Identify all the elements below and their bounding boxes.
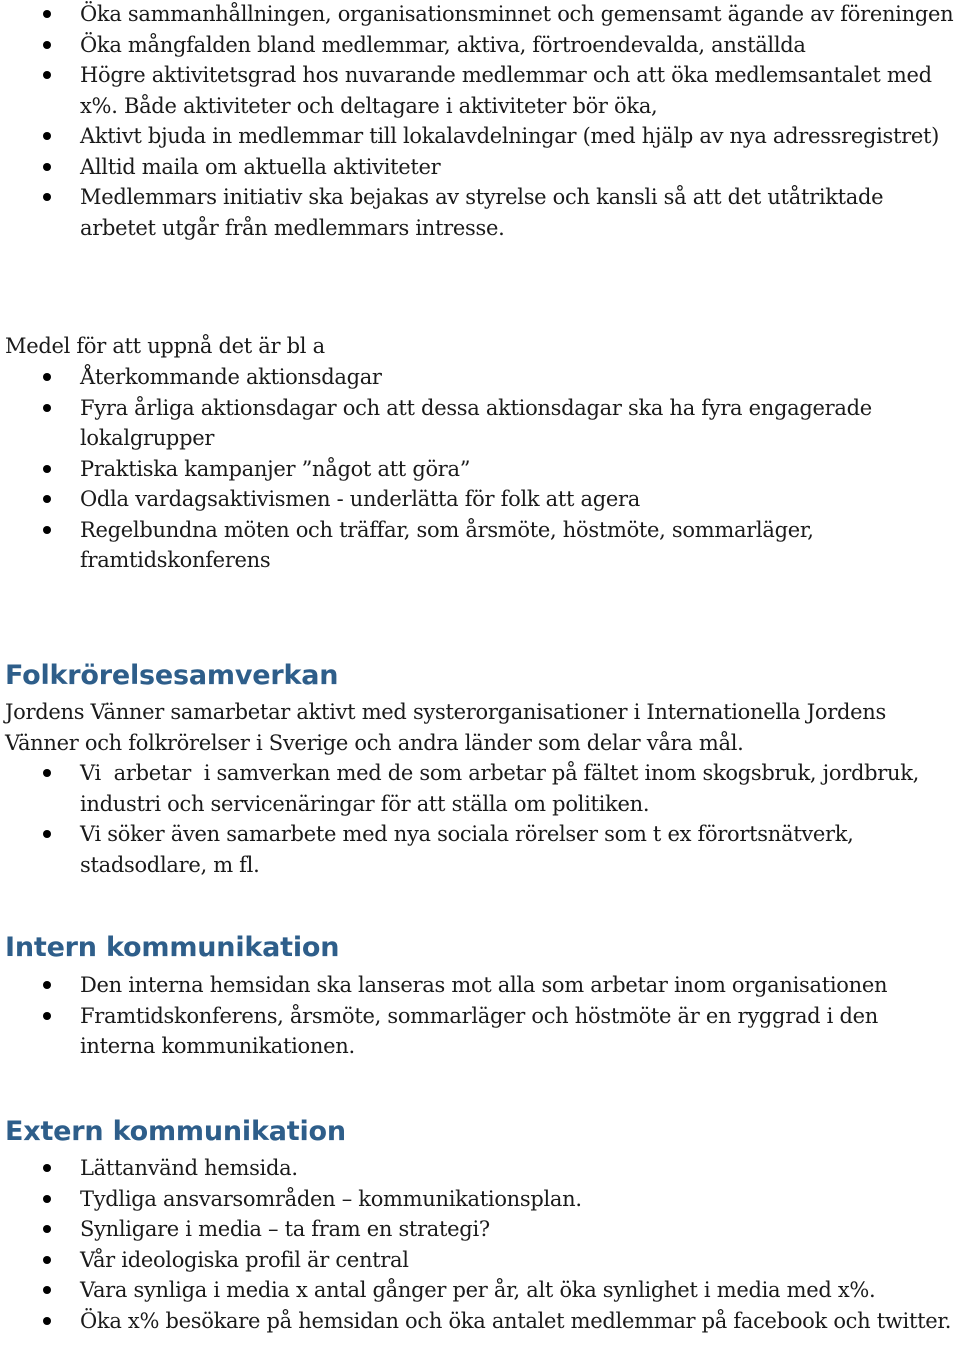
list-item [0,152,960,183]
folkrorelse-heading: Folkrörelsesamverkan [5,660,339,691]
list-item-text: Vår ideologiska profil är central [80,1247,409,1272]
bullet-icon [43,981,51,989]
list-item [0,1001,960,1062]
list-item [0,60,960,121]
bullet-icon [43,769,51,777]
list-item [0,1245,960,1276]
list-item [0,0,960,30]
list-item-text: Medlemmars initiativ ska bejakas av styrelse och kansli så att det utåtriktade arbetet utgår från medlemmars intresse. [80,185,884,240]
bullet-icon [43,1317,51,1325]
bullet-icon [43,1195,51,1203]
list-item [0,30,960,61]
medel-intro-text: Medel för att uppnå det är bl a [5,334,325,358]
intern-list [0,970,960,1062]
list-item [0,393,960,454]
list-item-text: Högre aktivitetsgrad hos nuvarande medlemmar och att öka medlemsantalet med x%. Både aktiviteter och deltagare i aktiviteter bör öka, [80,63,932,118]
extern-heading: Extern kommunikation [5,1116,346,1147]
list-item-text: Framtidskonferens, årsmöte, sommarläger och höstmöte är en ryggrad i den interna kommunikationen. [80,1003,878,1058]
list-item [0,182,960,243]
bullet-icon [43,1164,51,1172]
list-item-text: Öka sammanhållningen, organisationsminnet och gemensamt ägande av föreningen [80,2,954,26]
list-item [0,758,960,819]
bullet-icon [43,495,51,503]
bullet-icon [43,1256,51,1264]
bullet-icon [43,1286,51,1294]
list-item [0,1306,960,1337]
list-item-text: Synligare i media – ta fram en strategi? [80,1217,490,1241]
bullet-icon [43,10,51,18]
bullet-icon [43,163,51,171]
bullet-icon [43,1225,51,1233]
list-item-text: Tydliga ansvarsområden – kommunikationsplan. [80,1186,582,1211]
list-item [0,515,960,576]
list-item-text: Vi arbetar i samverkan med de som arbetar på fältet inom skogsbruk, jordbruk, industri och servicenäringar för att ställa om politiken. [80,761,926,816]
bullet-icon [43,1012,51,1020]
intern-heading: Intern kommunikation [5,932,340,963]
list-item [0,121,960,152]
list-item [0,819,960,880]
list-item [0,454,960,485]
folkrorelse-paragraph: Jordens Vänner samarbetar aktivt med systerorganisationer i Internationella Jordens Vänner och folkrörelser i Sverige och andra länder som delar våra mål. [5,700,886,755]
list-item-text: Regelbundna möten och träffar, som årsmöte, höstmöte, sommarläger, framtidskonferens [80,517,814,572]
list-item [0,1153,960,1184]
list-item-text: Den interna hemsidan ska lanseras mot alla som arbetar inom organisationen [80,973,888,997]
list-item-text: Öka mångfalden bland medlemmar, aktiva, förtroendevalda, anställda [80,32,806,57]
list-item-text: Fyra årliga aktionsdagar och att dessa aktionsdagar ska ha fyra engagerade lokalgrupper [80,395,872,450]
list-item-text: Vara synliga i media x antal gånger per år, alt öka synlighet i media med x%. [80,1278,876,1302]
bullet-icon [43,373,51,381]
list-item-text: Alltid maila om aktuella aktiviteter [80,154,441,179]
list-item-text: Praktiska kampanjer ”något att göra” [80,456,471,481]
list-item-text: Odla vardagsaktivismen - underlätta för folk att agera [80,487,640,511]
bullet-icon [43,132,51,140]
bullet-icon [43,41,51,49]
list-item [0,1184,960,1215]
bullet-icon [43,404,51,412]
list-item-text: Öka x% besökare på hemsidan och öka antalet medlemmar på facebook och twitter. [80,1308,952,1333]
bullet-icon [43,465,51,473]
bullet-icon [43,526,51,534]
list-item [0,484,960,515]
bullet-icon [43,71,51,79]
list-item-text: Lättanvänd hemsida. [80,1156,298,1180]
extern-list [0,1153,960,1336]
list-item-text: Vi söker även samarbete med nya sociala rörelser som t ex förortsnätverk, stadsodlare, m fl. [80,822,854,877]
bullet-icon [43,830,51,838]
medel-list [0,362,960,576]
list-item-text: Återkommande aktionsdagar [80,365,382,389]
bullet-icon [43,193,51,201]
goals-list [0,0,960,243]
list-item [0,1275,960,1306]
list-item [0,970,960,1001]
folkrorelse-list [0,758,960,880]
list-item-text: Aktivt bjuda in medlemmar till lokalavdelningar (med hjälp av nya adressregistret) [80,124,940,148]
list-item [0,362,960,393]
list-item [0,1214,960,1245]
